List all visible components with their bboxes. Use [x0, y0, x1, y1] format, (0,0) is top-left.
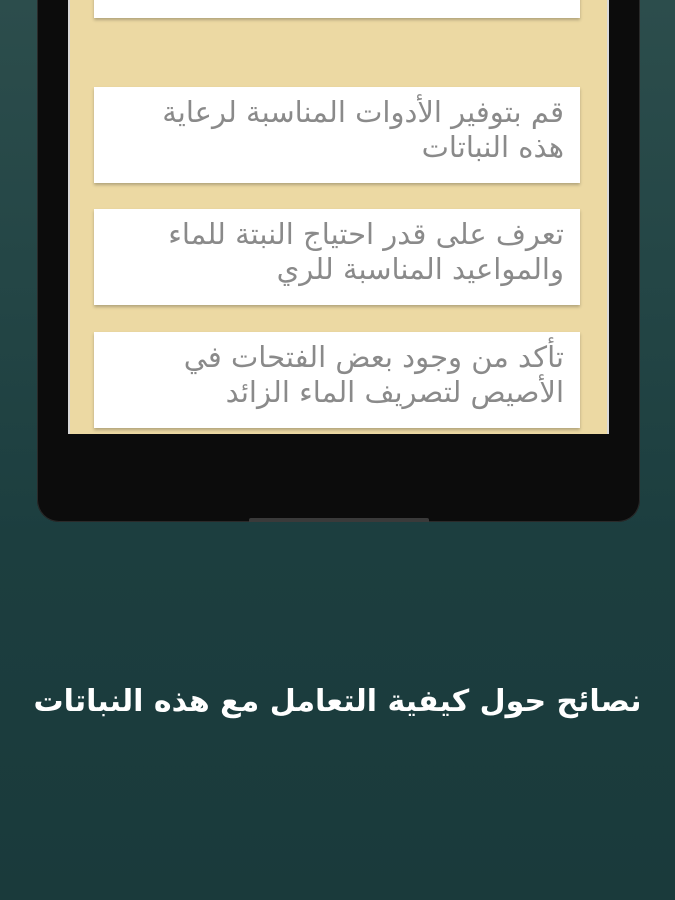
tip-text: تأكد من وجود بعض الفتحات في الأصيص لتصريف الماء الزائد	[183, 340, 564, 409]
tip-text: تعرف على قدر احتياج النبتة للماء والمواعيد المناسبة للري	[168, 217, 564, 286]
tip-card[interactable]	[94, 0, 580, 18]
tip-card[interactable]	[94, 87, 580, 183]
tip-card[interactable]	[94, 209, 580, 305]
app-screen	[68, 0, 609, 434]
caption-text: نصائح حول كيفية التعامل مع هذه النباتات	[33, 684, 642, 719]
phone-frame	[37, 0, 640, 522]
phone-bottom-edge	[249, 518, 429, 522]
tip-text: قم بتوفير الأدوات المناسبة لرعاية هذه النباتات	[162, 95, 564, 164]
tip-card[interactable]	[94, 332, 580, 428]
